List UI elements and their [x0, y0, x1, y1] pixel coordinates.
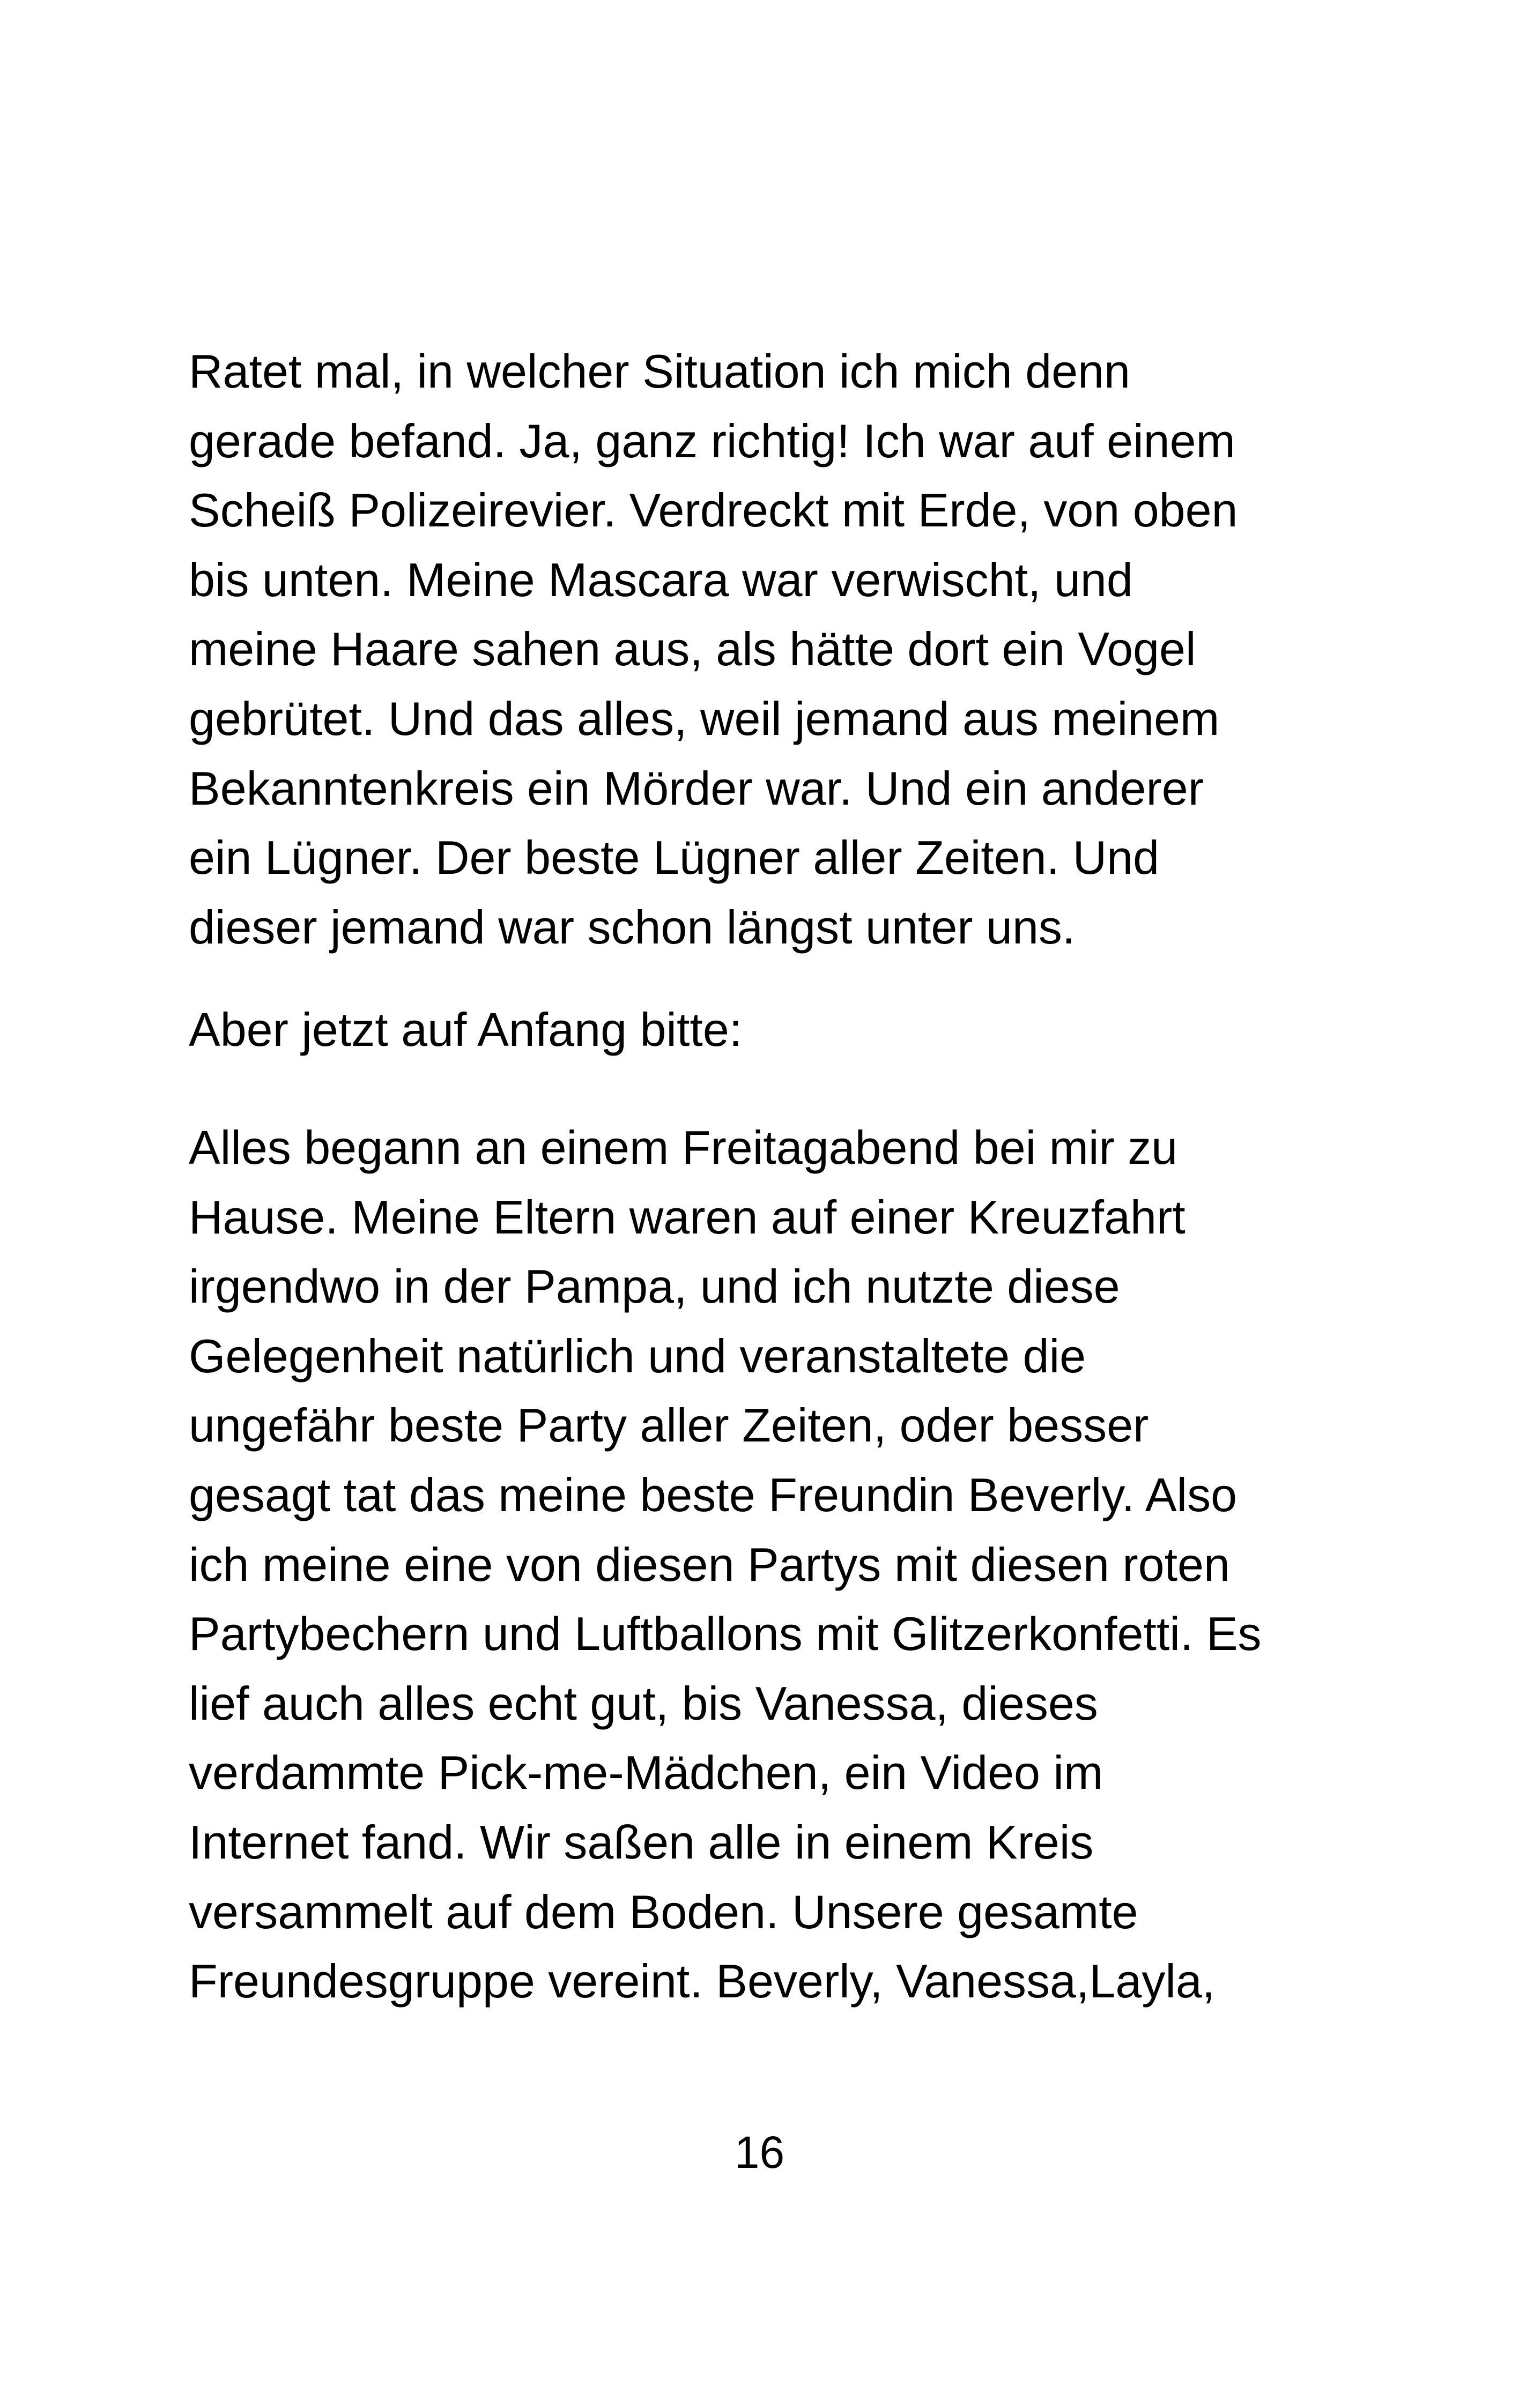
text-line: ungefähr beste Party aller Zeiten, oder besser	[189, 1399, 1149, 1452]
text-line: Scheiß Polizeirevier. Verdreckt mit Erde, von oben	[189, 484, 1238, 537]
paragraph-2	[189, 995, 1390, 1065]
text-line: Bekanntenkreis ein Mörder war. Und ein anderer	[189, 761, 1204, 815]
text-line: Partybechern und Luftballons mit Glitzerkonfetti. Es	[189, 1607, 1262, 1661]
paragraph-3	[189, 1113, 1390, 2016]
text-line: verdammte Pick-me-Mädchen, ein Video im	[189, 1746, 1103, 1800]
text-line: bis unten. Meine Mascara war verwischt, und	[189, 553, 1133, 606]
text-line: gerade befand. Ja, ganz richtig! Ich war auf einem	[189, 414, 1235, 467]
text-line: Alles begann an einem Freitagabend bei mir zu	[189, 1121, 1178, 1174]
text-line: Gelegenheit natürlich und veranstaltete die	[189, 1329, 1086, 1383]
page-number: 16	[734, 2127, 785, 2177]
text-line: ein Lügner. Der beste Lügner aller Zeiten. Und	[189, 831, 1160, 885]
text-line: dieser jemand war schon längst unter uns.	[189, 900, 1076, 954]
text-line: gesagt tat das meine beste Freundin Beverly. Also	[189, 1468, 1238, 1521]
text-line: Ratet mal, in welcher Situation ich mich denn	[189, 345, 1130, 398]
text-line: Aber jetzt auf Anfang bitte:	[189, 1003, 743, 1056]
paragraph-1	[189, 337, 1390, 962]
text-line: Freundesgruppe vereint. Beverly, Vanessa,Layla,	[189, 1954, 1216, 2008]
text-line: ich meine eine von diesen Partys mit diesen roten	[189, 1537, 1230, 1591]
text-line: lief auch alles echt gut, bis Vanessa, dieses	[189, 1676, 1098, 1730]
text-line: versammelt auf dem Boden. Unsere gesamte	[189, 1885, 1138, 1938]
text-line: gebrütet. Und das alles, weil jemand aus meinem	[189, 692, 1220, 745]
text-line: irgendwo in der Pampa, und ich nutzte diese	[189, 1260, 1120, 1313]
text-line: Internet fand. Wir saßen alle in einem Kreis	[189, 1815, 1094, 1869]
text-line: meine Haare sahen aus, als hätte dort ein Vogel	[189, 622, 1196, 676]
text-line: Hause. Meine Eltern waren auf einer Kreuzfahrt	[189, 1190, 1185, 1244]
